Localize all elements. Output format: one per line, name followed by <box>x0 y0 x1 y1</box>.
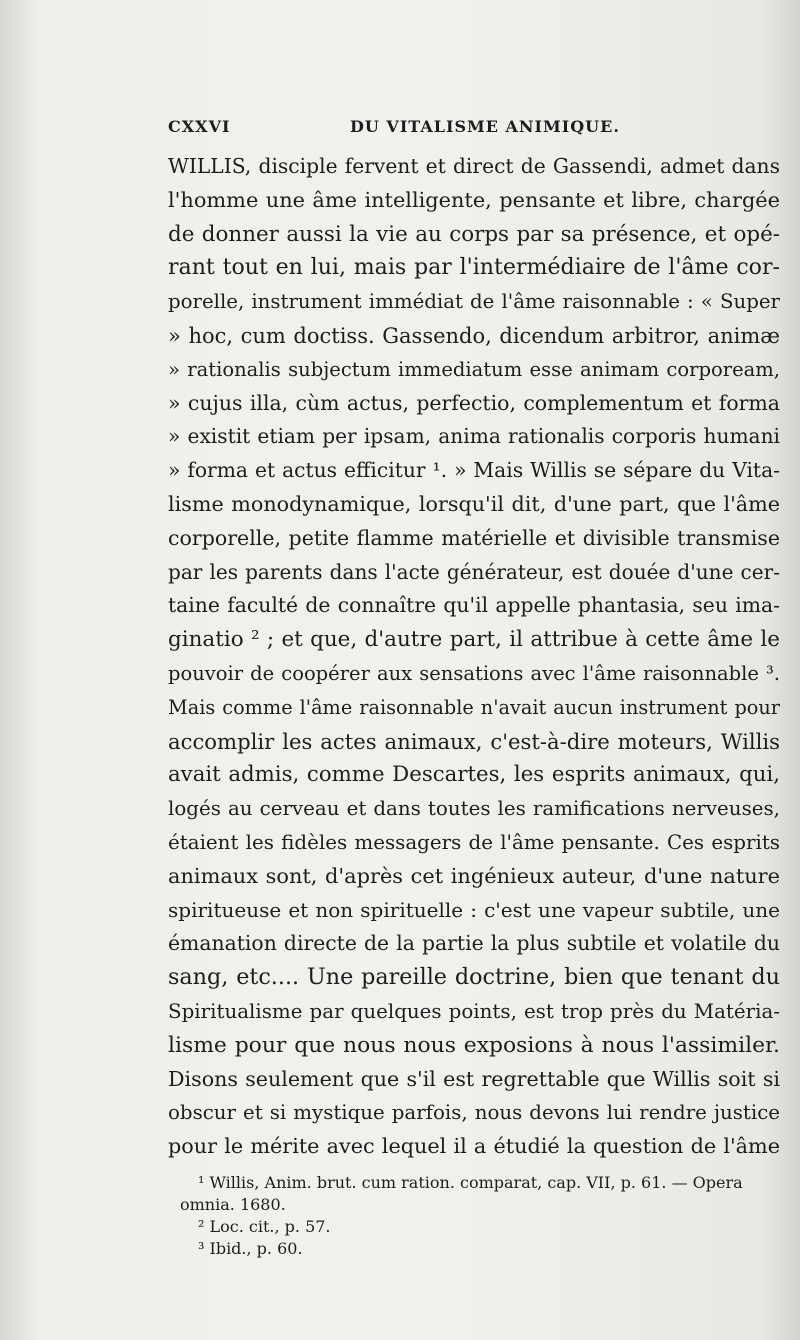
text-line: » rationalis subjectum immediatum esse animam corpoream, <box>168 357 780 381</box>
text-line: Disons seulement que s'il est regrettable que Willis soit si <box>168 1066 780 1091</box>
running-head: DU VITALISME ANIMIQUE. <box>350 117 620 136</box>
text-line: par les parents dans l'acte générateur, est douée d'une cer- <box>168 559 780 584</box>
text-line: spiritueuse et non spirituelle : c'est une vapeur subtile, une <box>168 897 780 922</box>
text-line: pouvoir de coopérer aux sensations avec l'âme raisonnable ³. <box>168 661 780 685</box>
text-line: porelle, instrument immédiat de l'âme raisonnable : « Super <box>168 290 780 314</box>
text-line: » existit etiam per ipsam, anima rationalis corporis humani <box>168 424 780 449</box>
text-line: animaux sont, d'après cet ingénieux auteur, d'une nature <box>168 863 780 888</box>
text-line: obscur et si mystique parfois, nous devons lui rendre justice <box>168 1101 780 1125</box>
text-line: WILLIS, disciple fervent et direct de Gassendi, admet dans <box>168 154 780 178</box>
body-text <box>168 150 780 1164</box>
text-line: Mais comme l'âme raisonnable n'avait aucun instrument pour <box>168 695 780 719</box>
text-line: émanation directe de la partie la plus subtile et volatile du <box>168 931 780 956</box>
text-line: » cujus illa, cùm actus, perfectio, complementum et forma <box>168 390 780 415</box>
text-line: taine faculté de connaître qu'il appelle phantasia, seu ima- <box>168 593 780 618</box>
text-line: lisme monodynamique, lorsqu'il dit, d'une part, que l'âme <box>168 491 780 516</box>
footnote-1-continued: omnia. 1680. <box>180 1195 286 1214</box>
footnote-2: ² Loc. cit., p. 57. <box>198 1217 331 1236</box>
text-line: lisme pour que nous nous exposions à nous l'assimiler. <box>168 1032 780 1058</box>
page-number: CXXVI <box>168 117 231 136</box>
text-line: pour le mérite avec lequel il a étudié la question de l'âme <box>168 1134 780 1159</box>
footnote-3: ³ Ibid., p. 60. <box>198 1239 303 1258</box>
footnote-1: ¹ Willis, Anim. brut. cum ration. comparat, cap. VII, p. 61. — Opera <box>198 1173 743 1192</box>
text-line: étaient les fidèles messagers de l'âme pensante. Ces esprits <box>168 830 780 854</box>
page-header <box>168 113 768 143</box>
text-line: l'homme une âme intelligente, pensante et libre, chargée <box>168 187 780 212</box>
text-line: Spiritualisme par quelques points, est trop près du Matéria- <box>168 999 780 1023</box>
text-line: » forma et actus efficitur ¹. » Mais Willis se sépare du Vita- <box>168 458 780 483</box>
text-line: ginatio ² ; et que, d'autre part, il attribue à cette âme le <box>168 627 780 653</box>
footnotes <box>180 1172 780 1260</box>
text-line: avait admis, comme Descartes, les esprits animaux, qui, <box>168 762 780 788</box>
text-line: » hoc, cum doctiss. Gassendo, dicendum arbitror, animæ <box>168 322 780 348</box>
text-line: rant tout en lui, mais par l'intermédiaire de l'âme cor- <box>168 255 780 281</box>
text-line: accomplir les actes animaux, c'est-à-dire moteurs, Willis <box>168 728 780 754</box>
text-line: de donner aussi la vie au corps par sa présence, et opé- <box>168 221 780 247</box>
text-line: sang, etc.... Une pareille doctrine, bien que tenant du <box>168 964 780 991</box>
text-line: logés au cerveau et dans toutes les ramifications nerveuses, <box>168 797 780 821</box>
text-line: corporelle, petite flamme matérielle et divisible transmise <box>168 525 780 550</box>
